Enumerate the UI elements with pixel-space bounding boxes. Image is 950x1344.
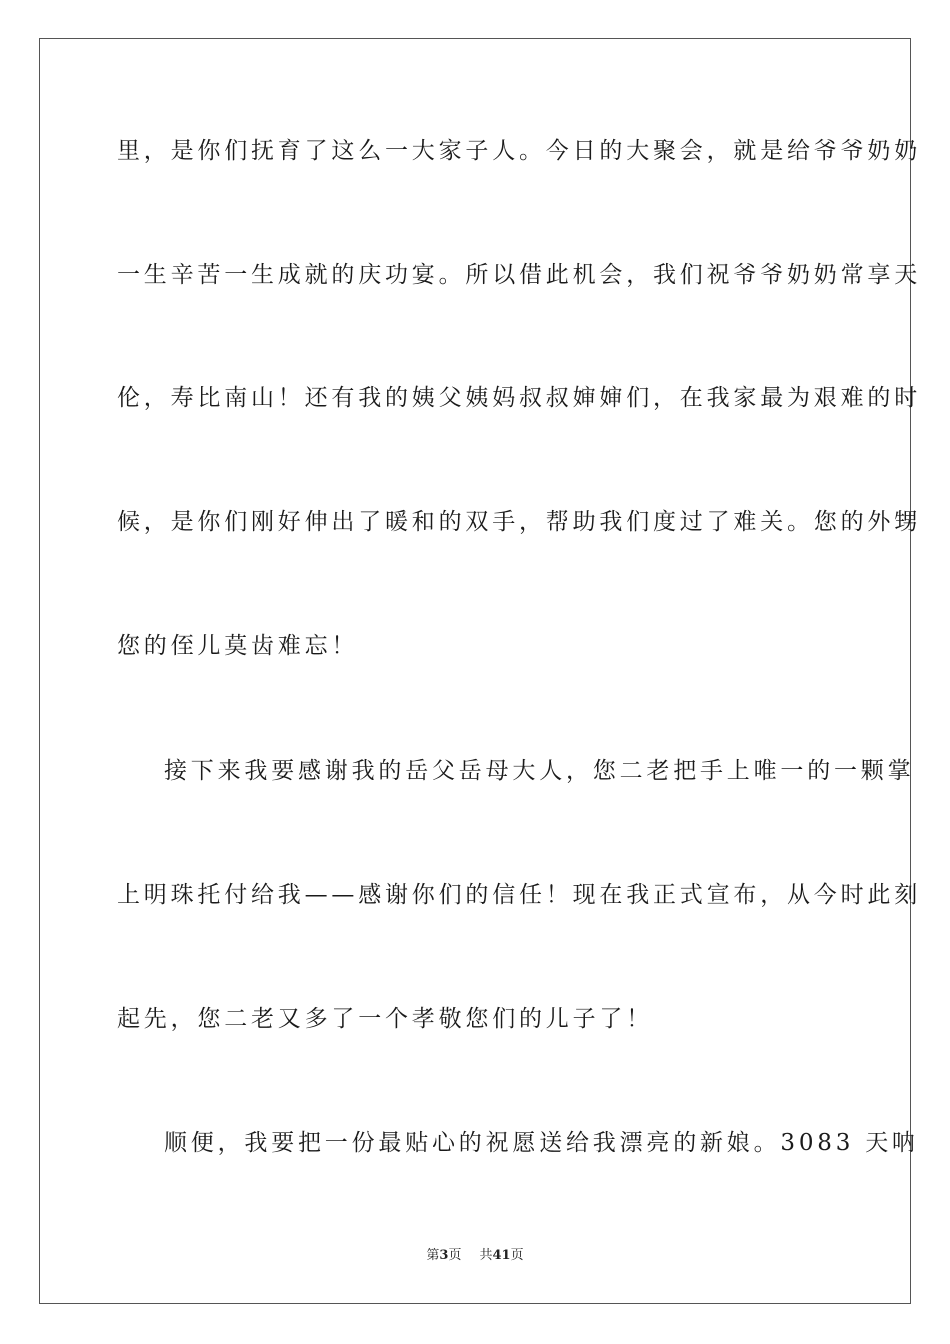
page-prefix: 第 bbox=[426, 1248, 440, 1263]
total-prefix: 共 bbox=[479, 1248, 493, 1263]
body-line-8: 起先，您二老又多了一个孝敬您们的儿子了！ bbox=[117, 1006, 653, 1032]
body-line-2: 一生辛苦一生成就的庆功宴。所以借此机会，我们祝爷爷奶奶常享天 bbox=[117, 262, 921, 288]
page-footer bbox=[0, 1247, 950, 1265]
body-line-4: 候，是你们刚好伸出了暖和的双手，帮助我们度过了难关。您的外甥 bbox=[117, 509, 921, 535]
total-suffix: 页 bbox=[510, 1248, 524, 1263]
body-line-3: 伦，寿比南山！还有我的姨父姨妈叔叔婶婶们，在我家最为艰难的时 bbox=[117, 385, 921, 411]
body-line-7: 上明珠托付给我——感谢你们的信任！现在我正式宣布，从今时此刻 bbox=[117, 882, 921, 908]
body-line-9: 顺便，我要把一份最贴心的祝愿送给我漂亮的新娘。3083 天呐 bbox=[164, 1130, 919, 1156]
body-line-1: 里，是你们抚育了这么一大家子人。今日的大聚会，就是给爷爷奶奶 bbox=[117, 138, 921, 164]
page-number: 3 bbox=[439, 1248, 449, 1263]
body-line-6: 接下来我要感谢我的岳父岳母大人，您二老把手上唯一的一颗掌 bbox=[164, 758, 915, 784]
page-border bbox=[39, 38, 921, 1304]
body-line-5: 您的侄儿莫齿难忘！ bbox=[117, 633, 359, 659]
total-pages: 41 bbox=[492, 1248, 511, 1263]
page-suffix: 页 bbox=[448, 1248, 462, 1263]
